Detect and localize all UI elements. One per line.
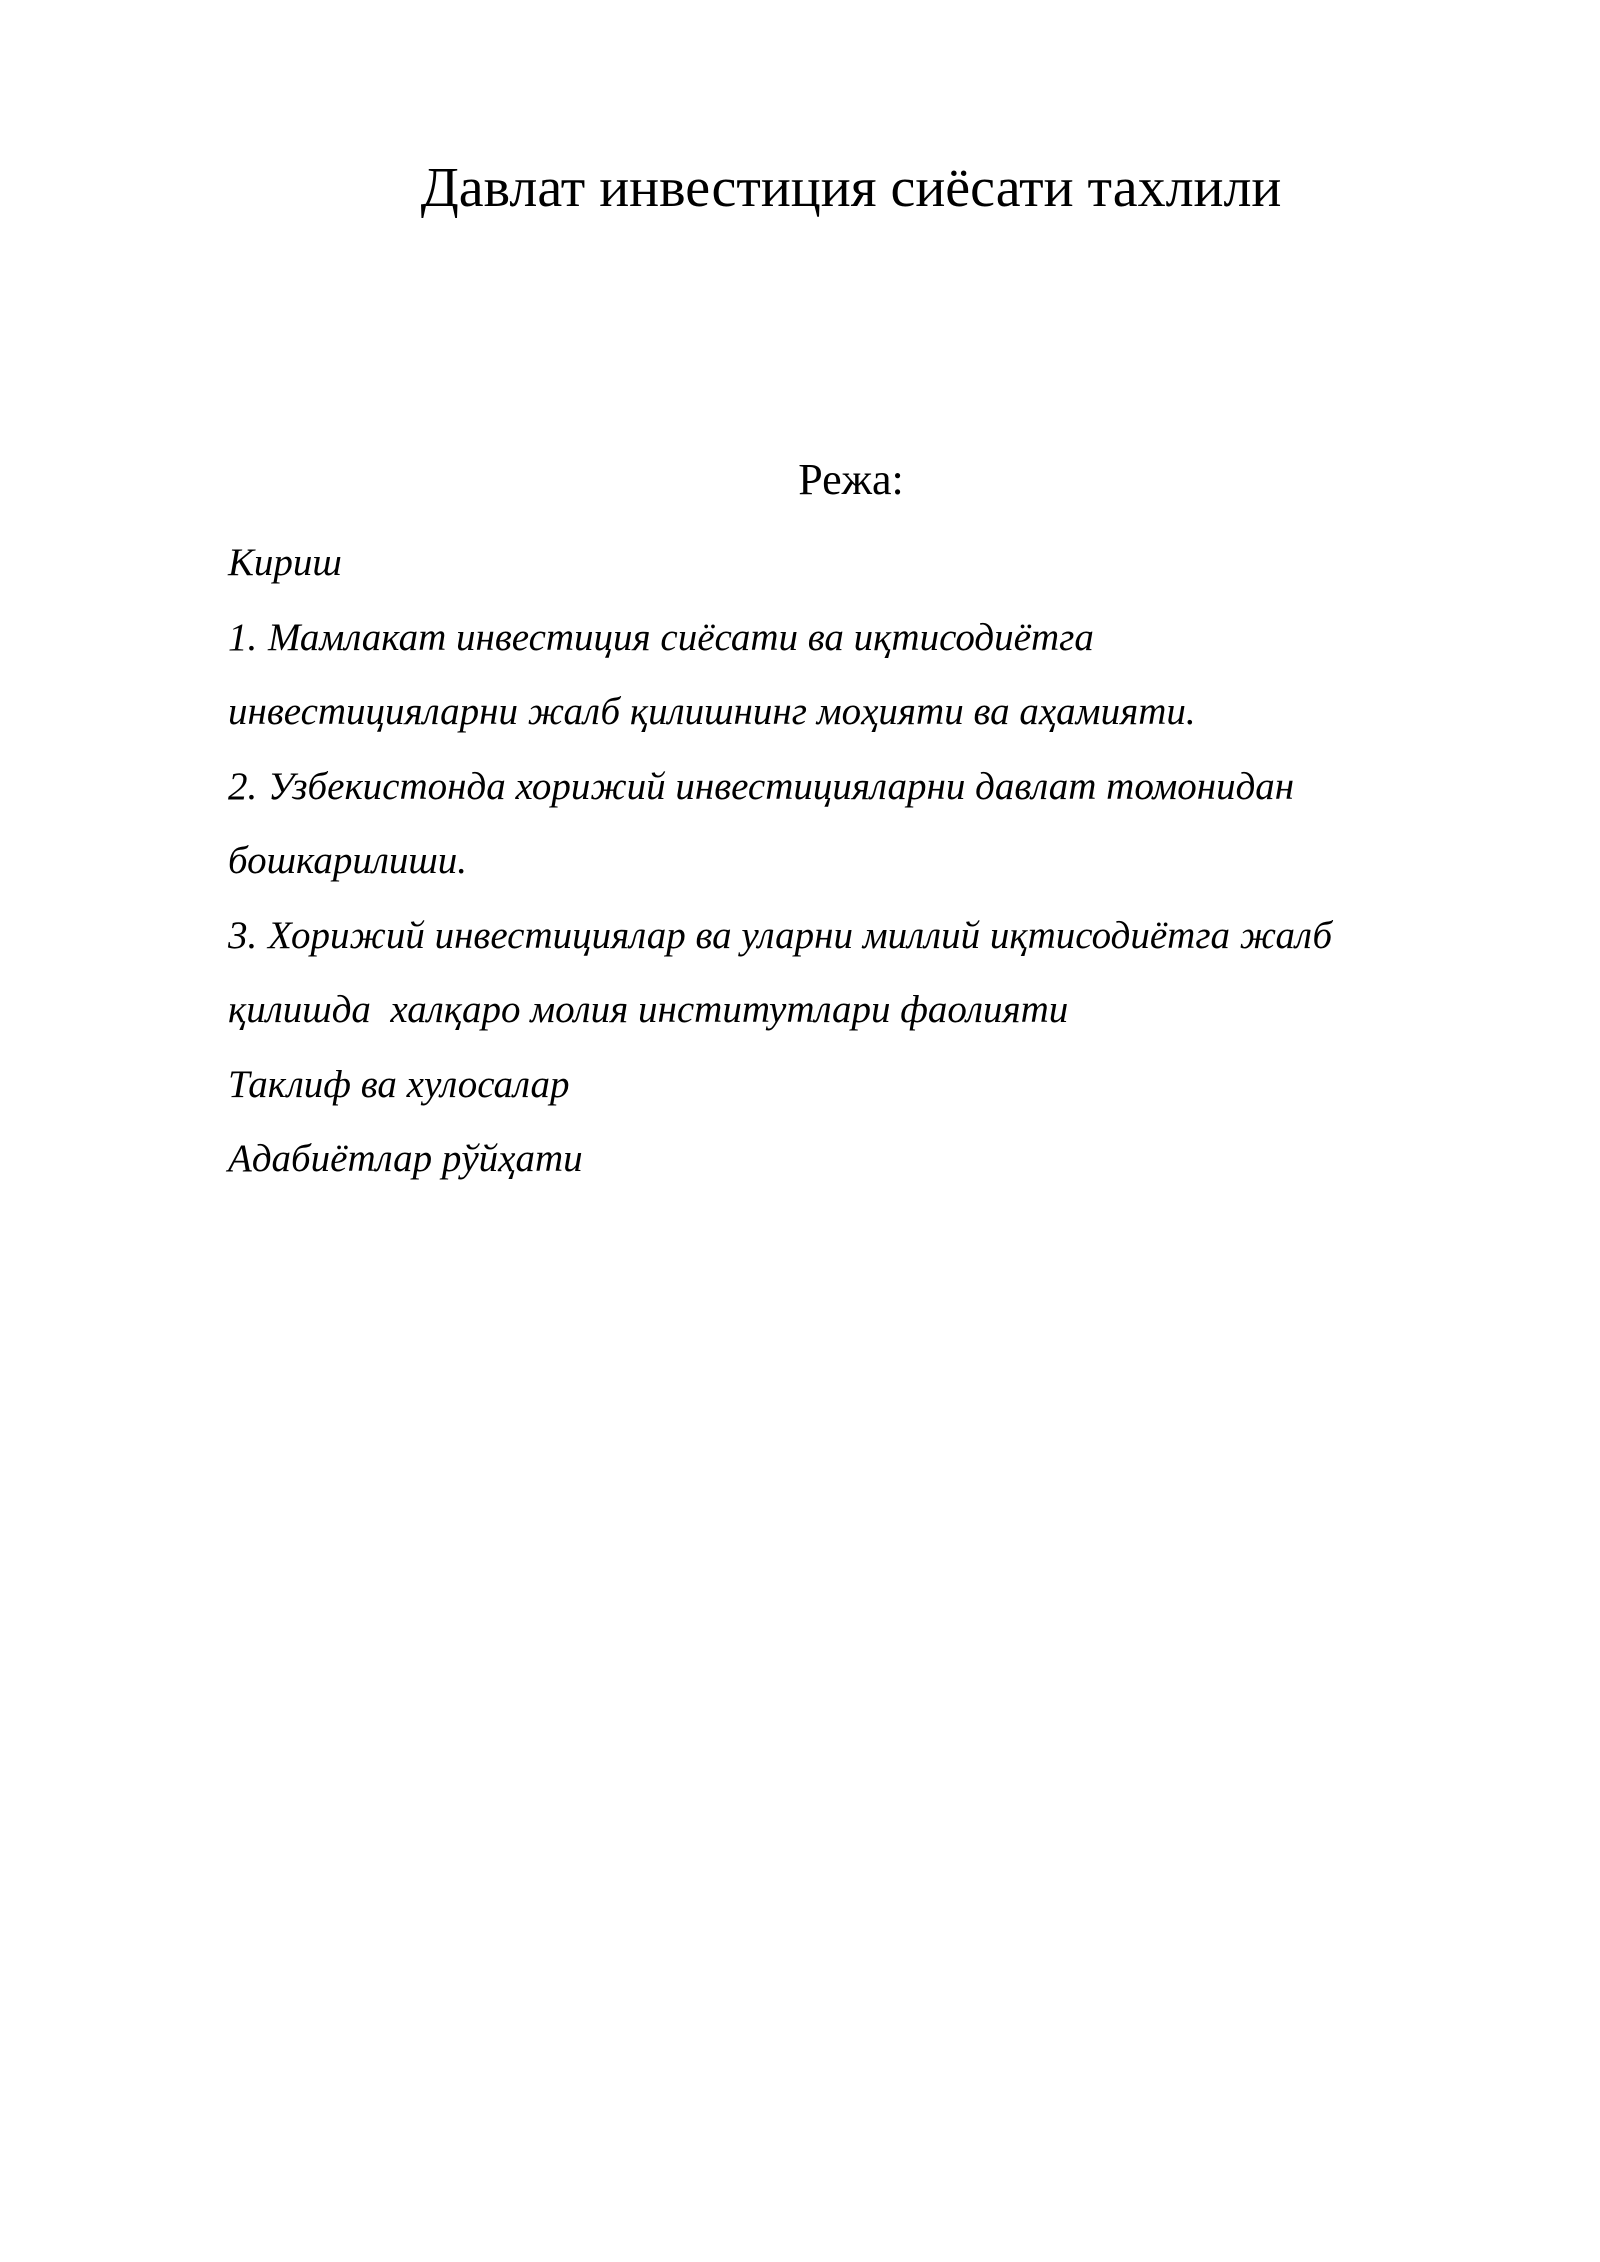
- plan-line-text: Мамлакат инвестиция сиёсати ва иқтисодиётга: [268, 615, 1094, 659]
- plan-line-3-cont: [228, 973, 1458, 1048]
- plan-line-number: 2.: [228, 764, 258, 808]
- plan-line-references: [228, 1122, 1458, 1197]
- plan-line-3: [228, 899, 1458, 974]
- plan-line-conclusions: [228, 1048, 1458, 1123]
- plan-line-text: Таклиф ва хулосалар: [228, 1062, 570, 1106]
- plan-line-1-cont: [228, 675, 1458, 750]
- plan-line-number: 1.: [228, 615, 258, 659]
- plan-line-1: [228, 601, 1458, 676]
- plan-line-text: Адабиётлар рўйҳати: [228, 1137, 583, 1180]
- plan-line-2-cont: [228, 824, 1458, 899]
- plan-line-intro: [228, 526, 1458, 601]
- document-title: Давлат инвестиция сиёсати тахлили: [420, 157, 1282, 219]
- plan-line-text: Узбекистонда хорижий инвестицияларни давлат томонидан: [268, 764, 1295, 808]
- plan-heading: Режа:: [798, 455, 904, 504]
- plan-line-text: Хорижий инвестициялар ва уларни миллий иқтисодиётга жалб: [268, 913, 1333, 957]
- plan-line-text: инвестицияларни жалб қилишнинг моҳияти ва аҳамияти.: [228, 690, 1196, 733]
- plan-line-number: 3.: [228, 913, 258, 957]
- plan-line-text: қилишда халқаро молия институтлари фаолияти: [228, 988, 1069, 1031]
- plan-line-2: [228, 750, 1458, 825]
- plan-line-text: бошкарилиши.: [228, 839, 468, 882]
- plan-line-text: Кириш: [228, 541, 342, 584]
- plan-list: [228, 526, 1458, 1197]
